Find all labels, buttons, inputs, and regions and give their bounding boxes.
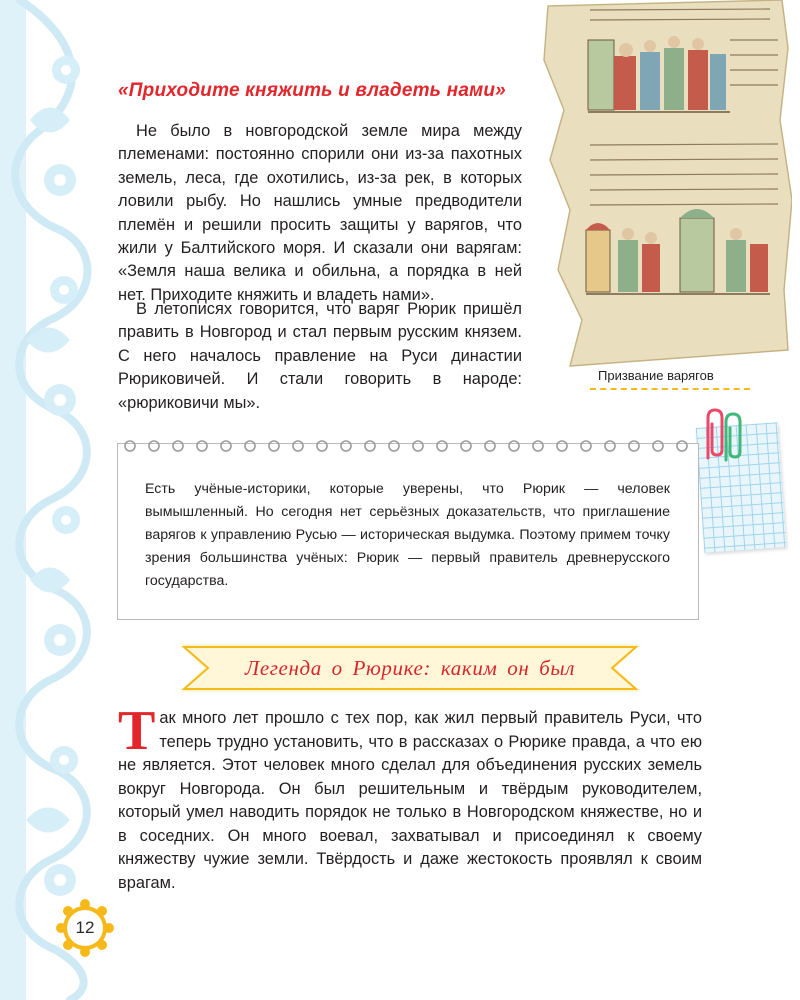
image-caption: Призвание варягов [598,368,714,383]
note-text: Есть учёные-историки, которые уверены, что Рюрик — человек вымышленный. Но сегодня нет серьёзных доказательств, что приглашение варягов к управлению Русью — историческая выдумка. Поэтому примем точку зрения большинства учёных: Рюрик — первый правитель древнерусского государства. [145,481,670,589]
paragraph-1: Не было в новгородской земле мира между племенами: постоянно спорили они из-за пахотных земель, леса, где охотились, из-за рек, в которых ловили рыбу. Но нашлись умные предводители племён и решили просить защиты у варягов, что жили у Балтийского моря. И сказали они варягам: «Земля наша велика и обильна, а порядка в ней нет. Приходите княжить и владеть нами». [118,122,522,304]
page-number [55,898,115,958]
drop-cap: Т [118,700,156,762]
legend-story [118,700,702,895]
legend-title: Легенда о Рюрике: каким он был [245,655,575,680]
section-heading: «Приходите княжить и владеть нами» [118,80,506,101]
spiral-binding [120,436,700,454]
paragraph-2: В летописях говорится, что варяг Рюрик пришёл править в Новгород и стал первым русским князем. С него началось правление на Руси династии Рюриковичей. И стали говорить в народе: «рюриковичи мы». [118,300,522,412]
page-number-text: 12 [67,910,103,946]
manuscript-illustration [530,0,792,372]
caption-underline [590,388,750,390]
paperclip-icon [698,408,748,464]
left-floral-ornament [0,0,112,1000]
legend-story-text: ак много лет прошло с тех пор, как жил первый правитель Руси, что теперь трудно установить, что в рассказах о Рюрике правда, а что ею не является. Этот человек много сделал для объединения русских земель вокруг Новгорода. Он был решительным и твёрдым руководителем, который умел наводить порядок не только в Новгородском княжестве, но и в соседних. Он много воевал, захватывал и присоединял к своему княжеству чужие земли. Твёрдость и даже жестокость проявлял к своим врагам. [118,709,702,892]
